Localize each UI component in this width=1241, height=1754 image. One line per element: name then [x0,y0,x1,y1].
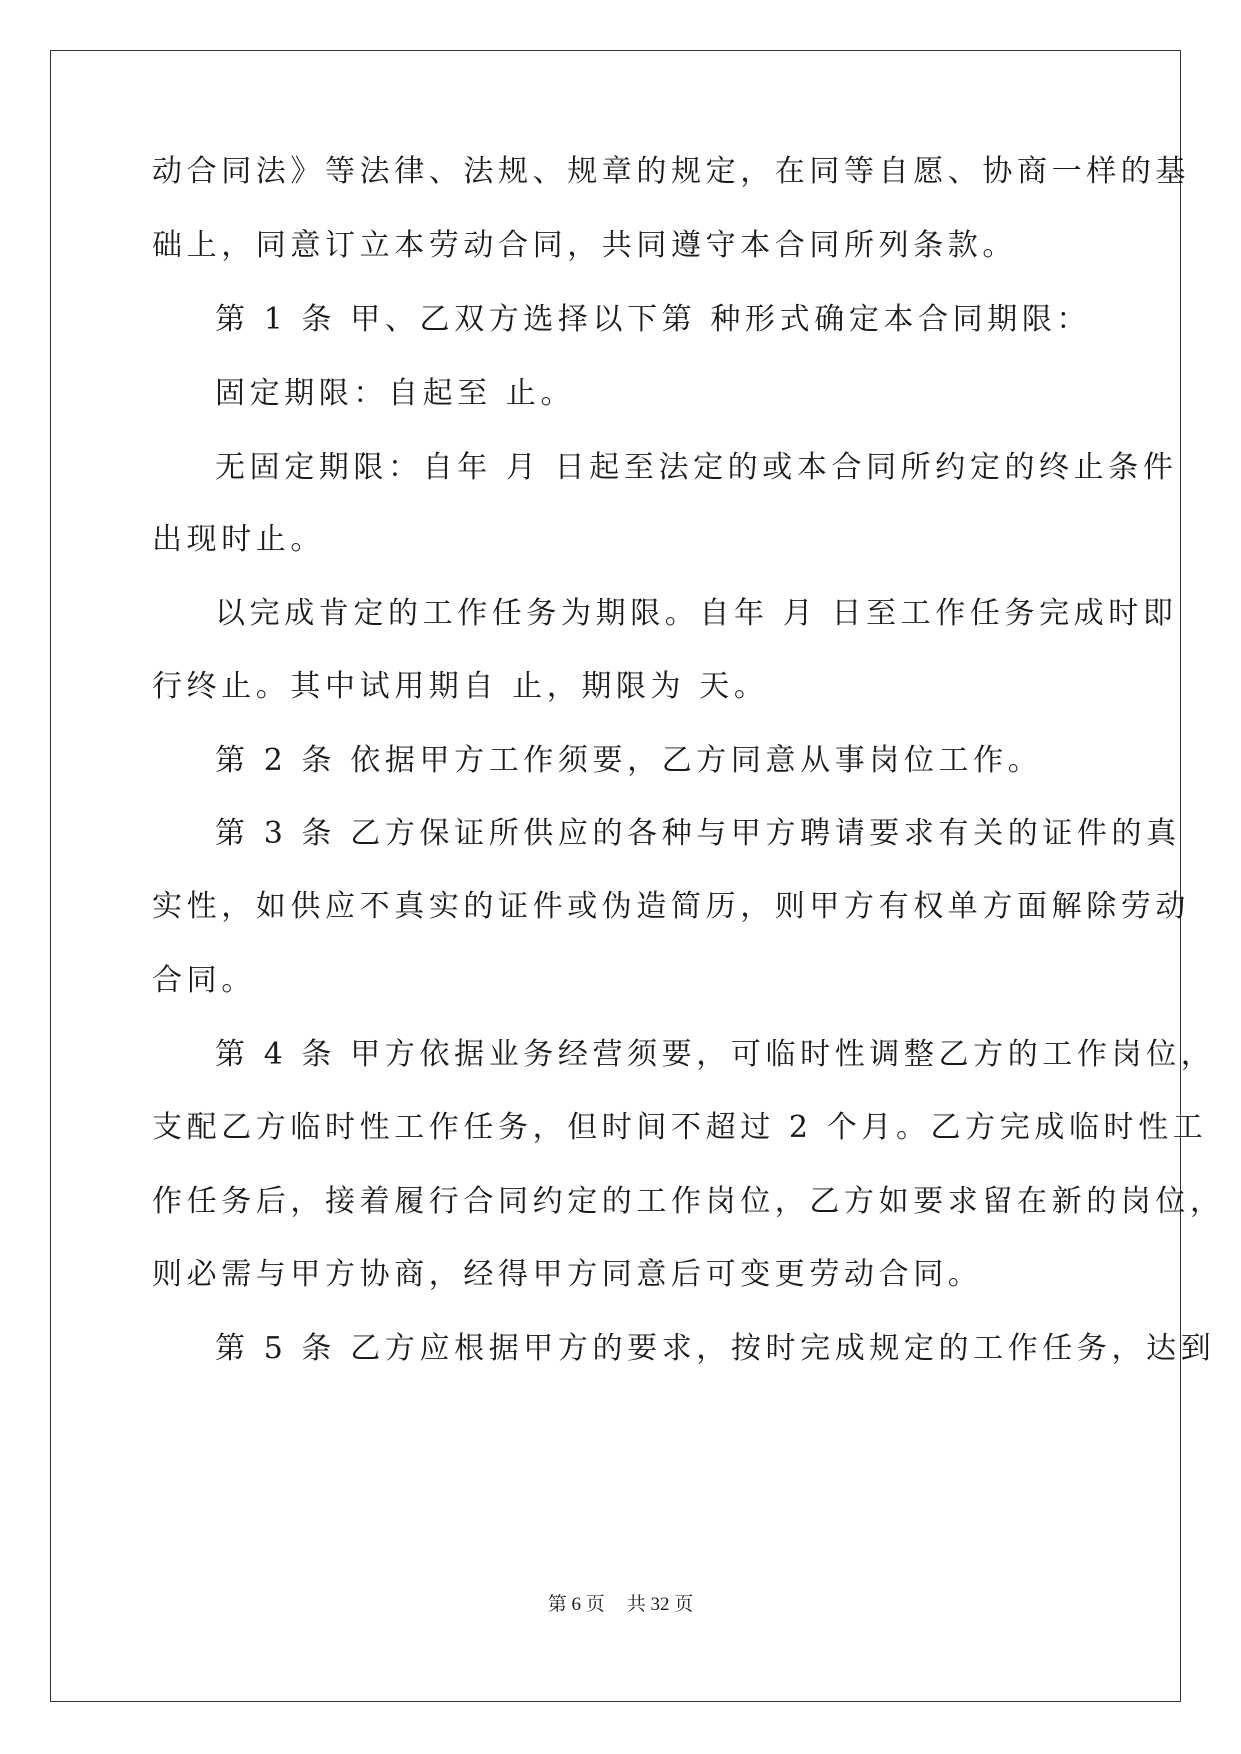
text-line: 固定期限：自起至 止。 [215,376,576,411]
page-number: 第 6 页 [547,1594,605,1615]
text-line: 出现时止。 [152,522,325,557]
page-footer [0,1592,1241,1618]
text-line: 作任务后，接着履行合同约定的工作岗位，乙方如要求留在新的岗位， [152,1184,1225,1219]
page-total: 共 32 页 [626,1594,694,1615]
text-line: 则必需与甲方协商，经得甲方同意后可变更劳动合同。 [152,1257,983,1292]
clause-5-line: 第 5 条 乙方应根据甲方的要求，按时完成规定的工作任务，达到 [215,1331,1216,1366]
page-border [50,50,1181,1702]
text-line: 础上，同意订立本劳动合同，共同遵守本合同所列条款。 [152,228,1017,263]
clause-2-line: 第 2 条 依据甲方工作须要，乙方同意从事岗位工作。 [215,743,1043,778]
text-line: 支配乙方临时性工作任务，但时间不超过 2 个月。乙方完成临时性工 [152,1110,1208,1145]
text-line: 动合同法》等法律、法规、规章的规定，在同等自愿、协商一样的基 [152,154,1190,189]
clause-3-line: 第 3 条 乙方保证所供应的各种与甲方聘请要求有关的证件的真 [215,816,1181,851]
text-line: 无固定期限：自年 月 日起至法定的或本合同所约定的终止条件 [215,450,1178,485]
text-line: 合同。 [152,963,256,998]
text-line: 以完成肯定的工作任务为期限。自年 月 日至工作任务完成时即 [215,596,1178,631]
clause-4-line: 第 4 条 甲方依据业务经营须要，可临时性调整乙方的工作岗位， [215,1037,1216,1072]
text-line: 行终止。其中试用期自 止，期限为 天。 [152,669,769,704]
text-line: 实性，如供应不真实的证件或伪造简历，则甲方有权单方面解除劳动 [152,889,1190,924]
clause-1-line: 第 1 条 甲、乙双方选择以下第 种形式确定本合同期限： [215,302,1092,337]
